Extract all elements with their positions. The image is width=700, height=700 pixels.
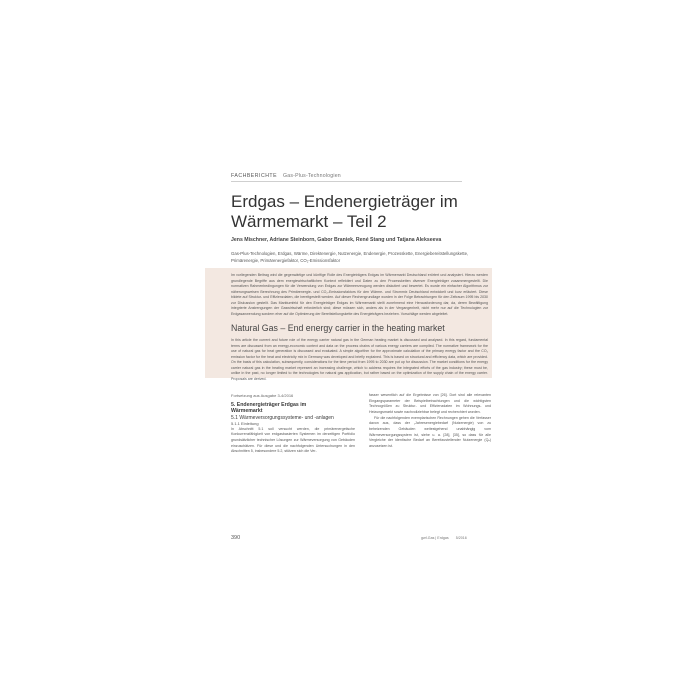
- body-text-right-paragraph-2: Für die nachfolgenden exemplarischen Rechnungen gehen die Verfasser davon aus, dass der „Jahresenergiebedarf (Nutzenergie) von zu beheizenden Gebäuden weitestgehend unabhängig vom Wärmeversorgungssystem ist, siehe u. a. [28], [35], so dass für alle Vergleiche der identische Bedarf an Bereitzustellender Nutzenergie (Qₙ) anzusetzen ist.: [369, 415, 491, 448]
- article-title-line-1: Erdgas – Endenergieträger im: [231, 192, 458, 211]
- journal-name: gwf-Gas | Erdgas: [421, 536, 449, 540]
- body-text-left: In Abschnitt 5.1 soll versucht werden, die primärenergetische Konkurrenzfähigkeit von erdgasbasierten Systemen im derzeitigen Portfolio grundsätzlicher technischer Lösungen zur Wärmeversorgung von Gebäuden einzuschätzen. Für diese und die nachfolgenden Untersuchungen in den Abschnitten 5, insbesondere 5.2, stützen sich die Ver-: [231, 426, 355, 454]
- article-title-line-2: Wärmemarkt – Teil 2: [231, 212, 387, 231]
- body-column-left: [231, 393, 355, 455]
- header-section-label: FACHBERICHTE: [231, 173, 278, 179]
- page-number: 390: [231, 535, 241, 541]
- body-text-right-paragraph-1: fasser wesentlich auf die Ergebnisse von [26]. Dort sind alle relevanten Eingangsparameter der Beispielbetrachtungen und die wichtigsten Technogrößen zu Struktur- und Effizienzdaten im Wohnungs- und Heizungsmarkt sowie nachvollziehbar belegt und recherchiert worden.: [369, 393, 491, 414]
- header-topic-label: Gas-Plus-Technologien: [283, 173, 341, 179]
- abstract-english: In this article the current and future role of the energy carrier natural gas in the German heating market is discussed and analysed. In this regard, fundamental terms are discussed from an energy-economic context and data on the process chains of various energy carriers are compiled. The normative framework for the use of natural gas for heat generation is discussed and evaluated. A simple algorithm for the approximate calculation of the primary energy factor and the CO₂ emission factor for the heat and electricity mix in Germany was developed and briefly explained. This is based on structural and efficiency data, which are provided. On the basis of this calculation, subsequently, considerations for the time period from 1995 to 2030 are put up for discussion. The market conditions for the energy carrier natural gas in the heating market represent an increasing challenge, which to address requires the integrated efforts of the gas industry; these must be, unlike in the past, no longer limited to the technologies for natural gas application, but rather based on the optimization of the supply chain of the energy carrier. Proposals are derived.: [231, 338, 488, 381]
- abstract-german: Im vorliegenden Beitrag wird die gegenwärtige und künftige Rolle des Energieträgers Erdgas im Wärmemarkt Deutschland erörtert und analysiert. Hierzu werden grundlegende Begriffe aus dem energiewirtschaftlichen Kontext reflektiert und Daten zu den Prozessketten diverser Energieträger zusammengestellt. Die normativen Rahmenbedingungen für die Verwendung von Erdgas zur Wärmeerzeugung werden diskutiert und bewertet. Es wurde ein einfacher Algorithmus zur näherungsweisen Berechnung des Primärenergie- und CO₂-Emissionsfaktors für den Wärme- und Strommix Deutschland entwickelt und kurz erläutert. Diese bildete auf Struktur- und Effizienzdaten, die bereitgestellt werden. Auf dieser Rechengrundlage wurden in der Folge Betrachtungen für den Zeitraum 1995 bis 2030 zur Diskussion gestellt. Das Marktumfeld für den Energieträger Erdgas im Wärmemarkt stellt zunehmend eine Herausforderung dar, da, deren Bewältigung integrierte Anstrengungen der Gaswirtschaft erforderlich sind; diese müssen sich, anders als in der Vergangenheit, nicht mehr nur auf die Technologien zur Erdgasanwendung sondern eher auf die Optimierung der Bereitstellungskette des Energieträgers beziehen. Vorschläge werden abgeleitet.: [231, 273, 488, 316]
- subsubsection-heading: 5.1.1 Einleitung: [231, 421, 259, 427]
- section-heading-line-1: 5. Endenergieträger Erdgas im: [231, 402, 307, 408]
- article-keywords: Gas-Plus-Technologien, Erdgas, Wärme, Direktenergie, Nutzenergie, Endenergie, Prozesskette, Energiebereitstellungskette, Primärenergie, Primärenergiefaktor, CO₂-Emissionsfaktor: [231, 251, 469, 263]
- subsection-heading: 5.1 Wärmeversorgungssysteme- und -anlagen: [231, 414, 334, 421]
- continuation-note: Fortsetzung aus Ausgabe 3-4/2016: [231, 393, 294, 398]
- body-column-right: [369, 393, 491, 450]
- abstract-english-title: Natural Gas – End energy carrier in the heating market: [231, 323, 445, 333]
- article-title: [231, 192, 491, 232]
- header-divider: [231, 181, 462, 182]
- journal-footer: [421, 536, 467, 540]
- article-authors: Jens Mischner, Adriane Steinborn, Gabor Braniek, René Stang und Tatjana Alekseeva: [231, 237, 442, 243]
- journal-issue: 5/2016: [455, 536, 467, 540]
- section-heading: [231, 402, 355, 415]
- section-heading-line-2: Wärmemarkt: [231, 408, 263, 415]
- running-header: [231, 173, 341, 179]
